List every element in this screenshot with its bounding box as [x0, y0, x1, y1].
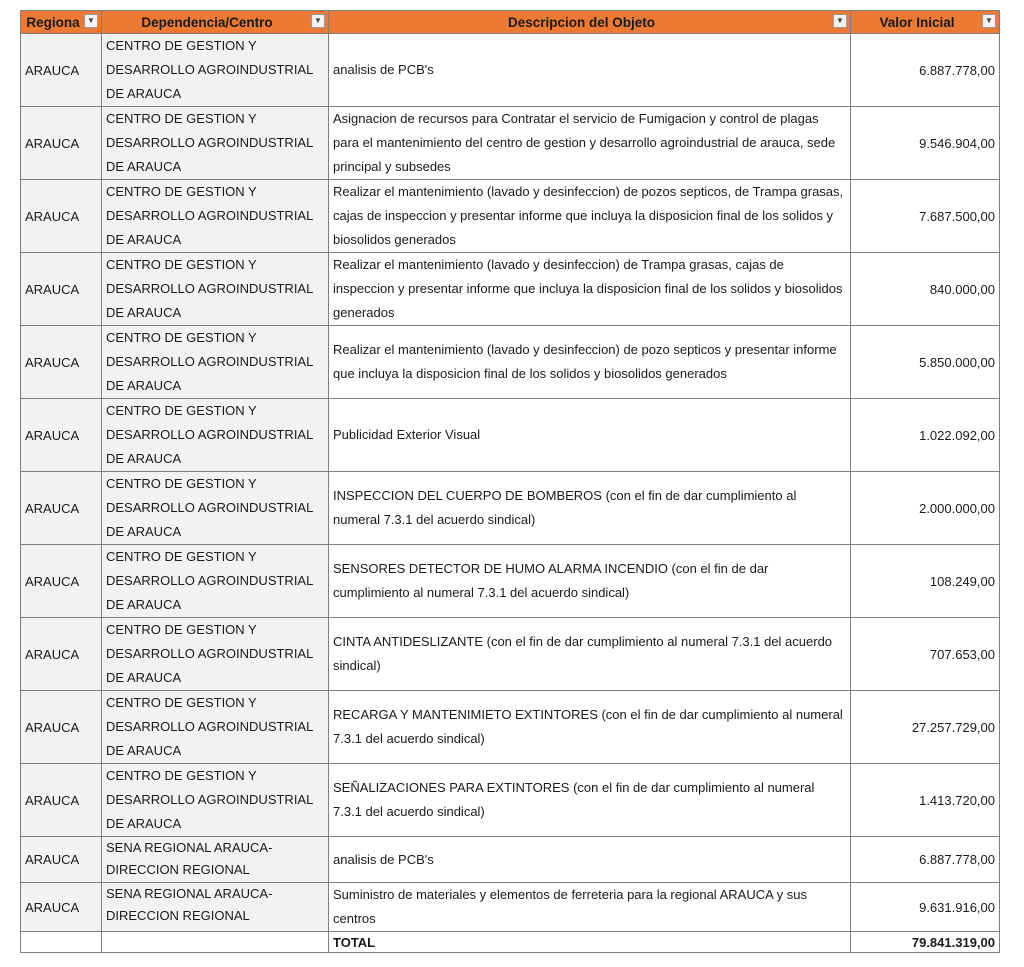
cell-regional[interactable]: ARAUCA	[21, 883, 102, 932]
cell-valor[interactable]: 707.653,00	[851, 618, 1000, 691]
cell-centro[interactable]: CENTRO DE GESTION Y DESARROLLO AGROINDUSTRIAL DE ARAUCA	[102, 764, 329, 837]
cell-valor[interactable]: 27.257.729,00	[851, 691, 1000, 764]
table-row	[21, 107, 1000, 180]
table-row	[21, 326, 1000, 399]
cell-centro[interactable]: CENTRO DE GESTION Y DESARROLLO AGROINDUSTRIAL DE ARAUCA	[102, 691, 329, 764]
cell-regional[interactable]: ARAUCA	[21, 472, 102, 545]
cell-valor[interactable]: 2.000.000,00	[851, 472, 1000, 545]
header-centro-label: Dependencia/Centro	[141, 14, 273, 30]
cell-centro[interactable]: CENTRO DE GESTION Y DESARROLLO AGROINDUSTRIAL DE ARAUCA	[102, 107, 329, 180]
table-row	[21, 399, 1000, 472]
table-row	[21, 837, 1000, 883]
cell-descripcion[interactable]: SENSORES DETECTOR DE HUMO ALARMA INCENDIO (con el fin de dar cumplimiento al numeral 7.3.1 del acuerdo sindical)	[329, 545, 851, 618]
cell-centro[interactable]: CENTRO DE GESTION Y DESARROLLO AGROINDUSTRIAL DE ARAUCA	[102, 618, 329, 691]
cell-descripcion[interactable]: Asignacion de recursos para Contratar el servicio de Fumigacion y control de plagas para el mantenimiento del centro de gestion y desarrollo agroindustrial de arauca, sede principal y subsedes	[329, 107, 851, 180]
cell-descripcion[interactable]: Realizar el mantenimiento (lavado y desinfeccion) de pozo septicos y presentar informe que incluya la disposicion final de los solidos y biosolidos generados	[329, 326, 851, 399]
spreadsheet-table	[20, 10, 1000, 953]
table-row	[21, 253, 1000, 326]
header-row	[21, 11, 1000, 34]
cell-valor[interactable]: 7.687.500,00	[851, 180, 1000, 253]
cell-regional[interactable]: ARAUCA	[21, 691, 102, 764]
dropdown-arrow-icon[interactable]: ▼	[833, 14, 847, 28]
total-row	[21, 932, 1000, 953]
cell-centro[interactable]: SENA REGIONAL ARAUCA- DIRECCION REGIONAL	[102, 837, 329, 883]
cell-valor[interactable]: 108.249,00	[851, 545, 1000, 618]
table-row	[21, 618, 1000, 691]
cell-valor[interactable]: 5.850.000,00	[851, 326, 1000, 399]
cell-regional[interactable]: ARAUCA	[21, 253, 102, 326]
table-body	[21, 34, 1000, 953]
cell-valor[interactable]: 1.022.092,00	[851, 399, 1000, 472]
header-centro[interactable]	[102, 11, 329, 34]
cell-regional[interactable]: ARAUCA	[21, 399, 102, 472]
table-row	[21, 691, 1000, 764]
empty-cell[interactable]	[102, 932, 329, 953]
table-row	[21, 545, 1000, 618]
cell-centro[interactable]: CENTRO DE GESTION Y DESARROLLO AGROINDUSTRIAL DE ARAUCA	[102, 472, 329, 545]
header-descripcion-label: Descripcion del Objeto	[507, 14, 656, 30]
cell-valor[interactable]: 9.631.916,00	[851, 883, 1000, 932]
cell-regional[interactable]: ARAUCA	[21, 618, 102, 691]
table-row	[21, 764, 1000, 837]
cell-centro[interactable]: CENTRO DE GESTION Y DESARROLLO AGROINDUSTRIAL DE ARAUCA	[102, 253, 329, 326]
dropdown-arrow-icon[interactable]: ▼	[84, 14, 98, 28]
cell-centro[interactable]: CENTRO DE GESTION Y DESARROLLO AGROINDUSTRIAL DE ARAUCA	[102, 545, 329, 618]
cell-descripcion[interactable]: INSPECCION DEL CUERPO DE BOMBEROS (con el fin de dar cumplimiento al numeral 7.3.1 del acuerdo sindical)	[329, 472, 851, 545]
cell-regional[interactable]: ARAUCA	[21, 837, 102, 883]
cell-regional[interactable]: ARAUCA	[21, 764, 102, 837]
cell-regional[interactable]: ARAUCA	[21, 34, 102, 107]
cell-valor[interactable]: 6.887.778,00	[851, 837, 1000, 883]
cell-descripcion[interactable]: Realizar el mantenimiento (lavado y desinfeccion) de pozos septicos, de Trampa grasas, cajas de inspeccion y presentar informe que incluya la disposicion final de los solidos y biosolidos generados	[329, 180, 851, 253]
cell-centro[interactable]: CENTRO DE GESTION Y DESARROLLO AGROINDUSTRIAL DE ARAUCA	[102, 326, 329, 399]
header-regional-label: Regiona	[26, 14, 80, 30]
cell-descripcion[interactable]: Suministro de materiales y elementos de ferreteria para la regional ARAUCA y sus centros	[329, 883, 851, 932]
header-regional[interactable]	[21, 11, 102, 34]
table-row	[21, 180, 1000, 253]
cell-regional[interactable]: ARAUCA	[21, 107, 102, 180]
cell-centro[interactable]: CENTRO DE GESTION Y DESARROLLO AGROINDUSTRIAL DE ARAUCA	[102, 399, 329, 472]
cell-regional[interactable]: ARAUCA	[21, 545, 102, 618]
cell-regional[interactable]: ARAUCA	[21, 326, 102, 399]
dropdown-arrow-icon[interactable]: ▼	[982, 14, 996, 28]
cell-valor[interactable]: 9.546.904,00	[851, 107, 1000, 180]
empty-cell[interactable]	[21, 932, 102, 953]
cell-valor[interactable]: 1.413.720,00	[851, 764, 1000, 837]
table-row	[21, 883, 1000, 932]
cell-regional[interactable]: ARAUCA	[21, 180, 102, 253]
cell-valor[interactable]: 840.000,00	[851, 253, 1000, 326]
cell-descripcion[interactable]: RECARGA Y MANTENIMIETO EXTINTORES (con el fin de dar cumplimiento al numeral 7.3.1 del acuerdo sindical)	[329, 691, 851, 764]
cell-descripcion[interactable]: CINTA ANTIDESLIZANTE (con el fin de dar cumplimiento al numeral 7.3.1 del acuerdo sindical)	[329, 618, 851, 691]
cell-valor[interactable]: 6.887.778,00	[851, 34, 1000, 107]
cell-centro[interactable]: SENA REGIONAL ARAUCA- DIRECCION REGIONAL	[102, 883, 329, 932]
cell-descripcion[interactable]: Publicidad Exterior Visual	[329, 399, 851, 472]
cell-centro[interactable]: CENTRO DE GESTION Y DESARROLLO AGROINDUSTRIAL DE ARAUCA	[102, 180, 329, 253]
header-valor-label: Valor Inicial	[879, 14, 955, 30]
cell-descripcion[interactable]: Realizar el mantenimiento (lavado y desinfeccion) de Trampa grasas, cajas de inspeccion y presentar informe que incluya la disposicion final de los solidos y biosolidos generados	[329, 253, 851, 326]
table-row	[21, 34, 1000, 107]
total-value[interactable]: 79.841.319,00	[851, 932, 1000, 953]
cell-descripcion[interactable]: SEÑALIZACIONES PARA EXTINTORES (con el fin de dar cumplimiento al numeral 7.3.1 del acuerdo sindical)	[329, 764, 851, 837]
header-descripcion[interactable]	[329, 11, 851, 34]
dropdown-arrow-icon[interactable]: ▼	[311, 14, 325, 28]
cell-descripcion[interactable]: analisis de PCB's	[329, 837, 851, 883]
cell-descripcion[interactable]: analisis de PCB's	[329, 34, 851, 107]
cell-centro[interactable]: CENTRO DE GESTION Y DESARROLLO AGROINDUSTRIAL DE ARAUCA	[102, 34, 329, 107]
table-row	[21, 472, 1000, 545]
header-valor[interactable]	[851, 11, 1000, 34]
total-label[interactable]: TOTAL	[329, 932, 851, 953]
